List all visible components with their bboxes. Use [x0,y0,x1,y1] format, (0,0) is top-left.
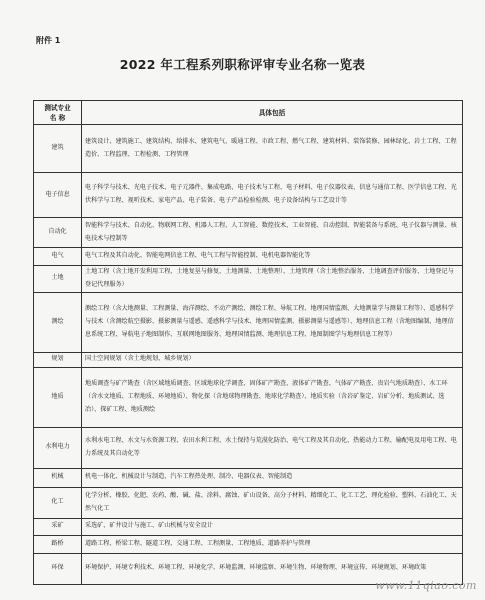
row-category: 电气 [34,248,82,266]
header-category: 测试专业 名 称 [34,101,82,125]
row-details: 环境保护、环境专利技术、环境工程、环境化学、环境监测、环境监察、环境生物、环境物理、环境宣传、环境规划、环境政策 [82,553,463,584]
row-category: 测绘 [34,292,82,352]
table-row [34,173,463,218]
row-details: 智能科学与技术、自动化、物联网工程、机器人工程、人工智能、数控技术、工业智能、自动控制、智能装备与系统、电子仪器与测量、核电技术与控制等 [82,218,463,248]
row-category: 电子信息 [34,173,82,218]
row-category: 规划 [34,352,82,367]
document-title: 2022 年工程系列职称评审专业名称一览表 [119,57,366,72]
row-details: 建筑设计、建筑施工、建筑结构、给排水、建筑电气、暖通工程、市政工程、燃气工程、建筑材料、装饰装修、园林绿化、岩土工程、工程造价、工程监理、工程检测、工程管理 [82,125,463,173]
table-row [34,487,463,518]
table-row [34,427,463,468]
row-details: 机电一体化、机械设计与制造、汽车工程热处理、制冷、电器仪表、智能制造 [82,468,463,487]
row-details: 水利水电工程、水文与水资源工程、农田水利工程、水土保持与荒漠化防治、电气工程及其自动化、热能动力工程、输配电及用电工程、电力系统及其自动化等 [82,427,463,468]
row-category: 化工 [34,487,82,518]
row-details: 道路工程、桥梁工程、隧道工程、交通工程、工程测量、工程地质、道路养护与管理 [82,535,463,553]
row-details: 电子科学与技术、光电子技术、电子元器件、集成电路、电子技术与工程、电子材料、电子仪器仪表、信息与通信工程、医学信息工程、光伏科学与工程、视听技术、家电产品、电子装备、电子产品检验检测、电子设备结构与工艺设计等 [82,173,463,218]
table-header-row [34,101,463,125]
row-category: 水利电力 [34,427,82,468]
table-row [34,266,463,293]
row-details: 土地工程（含土地开发利用工程、土地复垦与修复、土地测量、土地整理）、土地管理（含土地整治服务、土地调查评价服务、土地登记与登记代理服务） [82,266,463,293]
row-category: 建筑 [34,125,82,173]
row-category: 路桥 [34,535,82,553]
table-row [34,352,463,367]
table-row [34,218,463,248]
profession-table [33,100,463,585]
header-details: 具体包括 [82,101,463,125]
table-row [34,367,463,427]
row-category: 地质 [34,367,82,427]
watermark: www.11qiao.com [375,579,477,592]
row-category: 机械 [34,468,82,487]
table-row [34,468,463,487]
row-category: 土地 [34,266,82,293]
row-details: 电气工程及其自动化、智能电网信息工程、电气工程与智能控制、电机电器智能化等 [82,248,463,266]
row-category: 采矿 [34,518,82,535]
row-details: 化学分析、橡胶、化肥、农药、酸、碱、盐、涂料、腐蚀、矿山设备、高分子材料、精细化工、化工工艺、理化检验、塑料、石油化工、天然气化工 [82,487,463,518]
row-details: 采选矿、矿井设计与施工、矿山机械与安全设计 [82,518,463,535]
row-details: 国土空间规划（含土地规划、城乡规划） [82,352,463,367]
row-details: 地质调查与矿产勘查（含区域地质调查、区域地球化学调查、固体矿产勘查、液体矿产勘查、气体矿产勘查、贵岩气地质勘查）、水工环（含水文地质、工程地质、环境地质）、物化探（含地球物理勘查、地球化学勘查）、地质实验（含岩矿鉴定、岩矿分析、地质测试、选冶）、探矿工程、地质测绘 [82,367,463,427]
row-category: 自动化 [34,218,82,248]
table-row [34,248,463,266]
table-row [34,292,463,352]
table-row [34,518,463,535]
attachment-label: 附件 1 [36,36,61,45]
row-details: 测绘工程（含大地测量、工程测量、海洋测绘、不动产测绘、测绘工程、导航工程、地理国情监测、大地测量学与测量工程等）、遥感科学与技术（含测绘航空摄影、摄影测量与遥感、遥感科学与技术、地理国情监测、摄影测量与遥感等）、地理信息工程（含地图编制、地理信息系统工程、导航电子地图制作、互联网地图服务、地理国情监测、地理信息工程、地图制图学与地理信息工程等） [82,292,463,352]
table-row [34,535,463,553]
row-category: 环保 [34,553,82,584]
table-row [34,125,463,173]
